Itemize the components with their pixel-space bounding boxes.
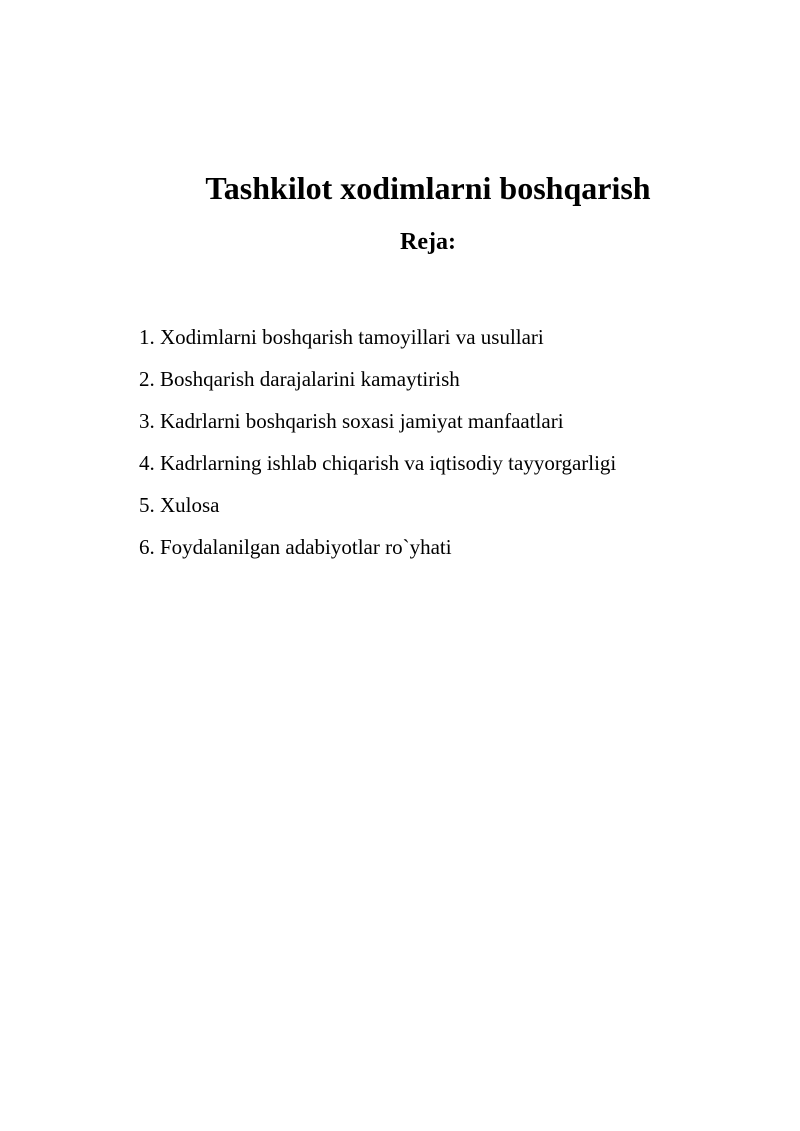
document-title: Tashkilot xodimlarni boshqarish bbox=[205, 170, 651, 206]
plan-item: 4. Kadrlarning ishlab chiqarish va iqtisodiy tayyorgarligi bbox=[139, 451, 617, 475]
plan-item: 3. Kadrlarni boshqarish soxasi jamiyat manfaatlari bbox=[139, 409, 564, 433]
plan-item: 5. Xulosa bbox=[139, 493, 220, 517]
plan-item: 1. Xodimlarni boshqarish tamoyillari va usullari bbox=[139, 325, 544, 349]
plan-item: 2. Boshqarish darajalarini kamaytirish bbox=[139, 367, 460, 391]
plan-heading: Reja: bbox=[400, 229, 456, 255]
plan-item: 6. Foydalanilgan adabiyotlar ro`yhati bbox=[139, 535, 452, 559]
plan-list bbox=[139, 316, 616, 568]
